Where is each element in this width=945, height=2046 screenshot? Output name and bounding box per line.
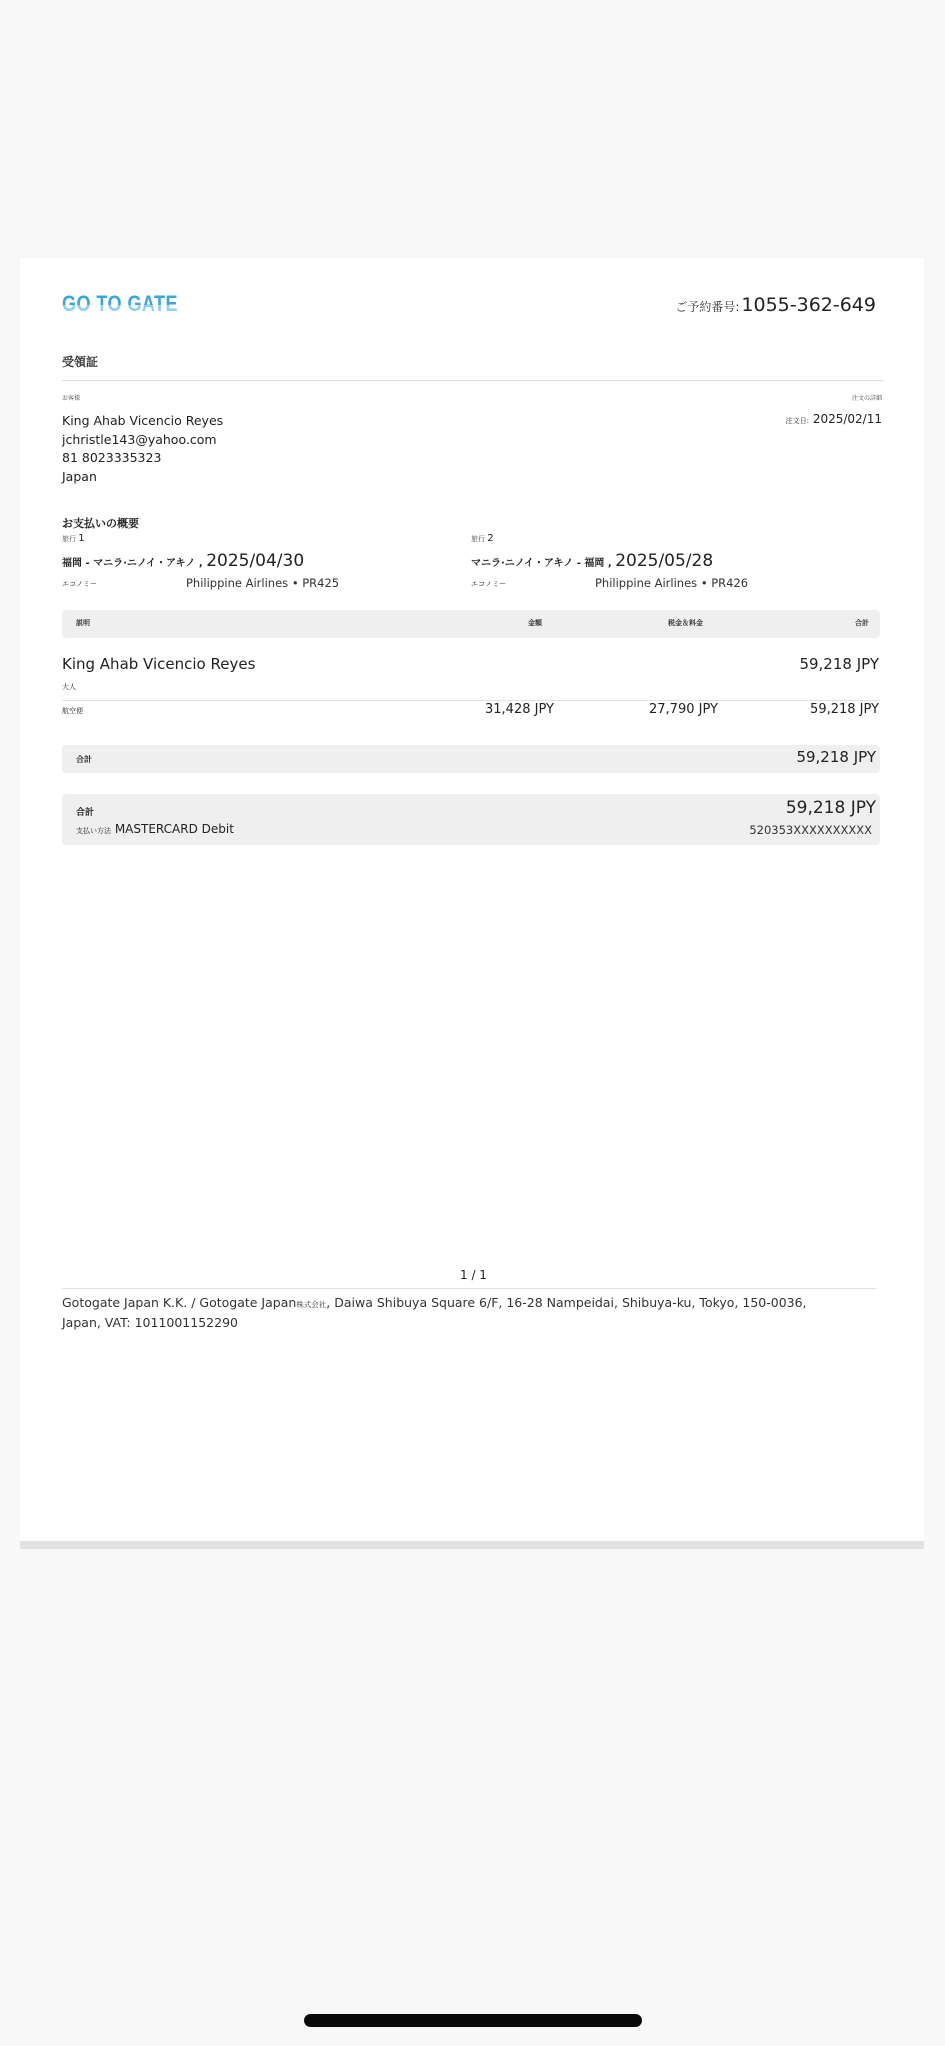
- document-title: 受領証: [62, 355, 99, 369]
- booking-label: ご予約番号:: [675, 300, 740, 314]
- total-label: 合計: [76, 808, 95, 818]
- header-amount: 金額: [528, 619, 542, 627]
- home-indicator[interactable]: [304, 2014, 642, 2027]
- payment-summary-title: お支払いの概要: [62, 517, 139, 530]
- booking-reference: [675, 294, 876, 316]
- row-divider: [62, 700, 880, 701]
- trip-2-route: マニラ·ニノイ・アキノ - 福岡 , 2025/05/28: [471, 551, 714, 571]
- header-taxes: 税金＆料金: [668, 619, 703, 627]
- trip-2-class: エコノミー: [471, 580, 506, 588]
- footer-address: Gotogate Japan K.K. / Gotogate Japan株式会社, Daiwa Shibuya Square 6/F, 16-28 Nampeidai, Shibuya-ku, Tokyo, 150-0036, Japan, VAT: 1011001152290: [62, 1295, 807, 1330]
- order-date-value: 2025/02/11: [812, 412, 882, 426]
- trip-2-date: 2025/05/28: [615, 551, 714, 571]
- header-description: 説明: [76, 619, 90, 627]
- customer-phone: 81 8023335323: [62, 450, 162, 465]
- payment-method-value: MASTERCARD Debit: [114, 822, 234, 836]
- fare-amount: 31,428 JPY: [485, 702, 554, 717]
- passenger-type: 大人: [62, 683, 76, 691]
- trip-1-label: 旅行 1: [62, 533, 85, 544]
- card-number: 520353XXXXXXXXXX: [749, 823, 872, 837]
- payment-method: [76, 822, 234, 836]
- trip-2-airline: Philippine Airlines • PR426: [595, 576, 749, 590]
- payment-method-label: 支払い方法: [76, 827, 111, 835]
- total-box: [62, 794, 880, 845]
- booking-number: 1055-362-649: [741, 294, 876, 316]
- customer-country: Japan: [62, 468, 97, 484]
- divider: [62, 380, 884, 381]
- receipt-page: [20, 258, 924, 1549]
- trip-2-label: 旅行 2: [471, 533, 494, 544]
- fare-label: 航空便: [62, 707, 83, 715]
- header-total: 合計: [855, 619, 869, 627]
- page-number: 1 / 1: [460, 1268, 487, 1282]
- fare-total: 59,218 JPY: [810, 702, 879, 717]
- total-value: 59,218 JPY: [785, 798, 876, 818]
- subtotal-row: [62, 745, 880, 773]
- fare-taxes: 27,790 JPY: [649, 702, 718, 717]
- passenger-total: 59,218 JPY: [799, 655, 879, 673]
- order-date-label: 注文日:: [785, 417, 809, 425]
- trip-1-airline: Philippine Airlines • PR425: [186, 576, 340, 590]
- gotogate-logo: [62, 290, 180, 316]
- order-date: [786, 412, 882, 426]
- trip-1-date: 2025/04/30: [206, 551, 305, 571]
- customer-name: King Ahab Vicencio Reyes: [62, 413, 224, 428]
- footer-divider: [62, 1288, 876, 1289]
- trip-1-class: エコノミー: [62, 580, 97, 588]
- customer-info: [62, 412, 223, 486]
- customer-email: jchristle143@yahoo.com: [62, 431, 217, 447]
- svg-text:GO TO GATE: GO TO GATE: [62, 291, 178, 316]
- subtotal-label: 合計: [76, 755, 92, 764]
- trip-1-route: 福岡 - マニラ·ニノイ・アキノ , 2025/04/30: [62, 551, 305, 571]
- order-details-label: 注文の詳細: [851, 395, 882, 402]
- subtotal-value: 59,218 JPY: [796, 748, 876, 766]
- passenger-name: King Ahab Vicencio Reyes: [62, 655, 256, 673]
- customer-label: お客様: [62, 395, 81, 402]
- table-header: [62, 610, 880, 638]
